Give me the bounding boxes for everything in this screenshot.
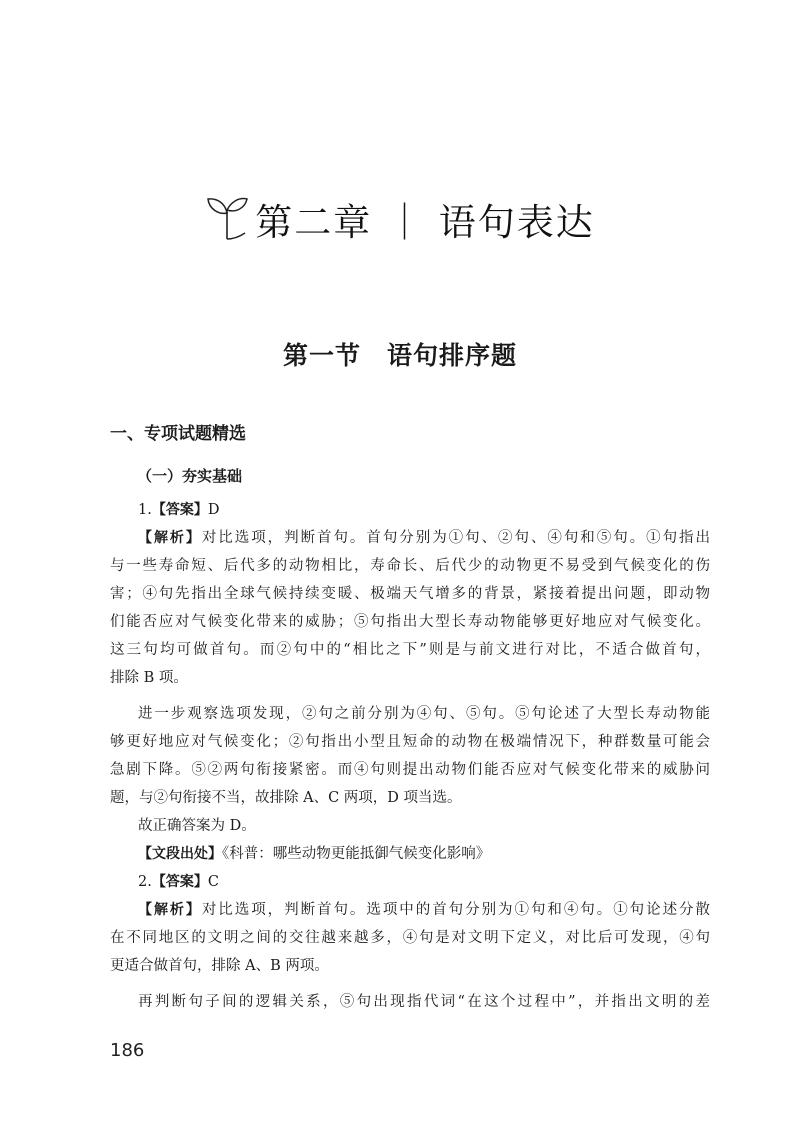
q1-analysis-line: 与一些寿命短、后代多的动物相比，寿命长、后代少的动物更不易受到气候变化的伤: [110, 558, 710, 574]
analysis-tag: 【解析】: [138, 530, 202, 546]
q1-para2-line: 急剧下降。⑤②两句衔接紧密。而④句则提出动物们能否应对气候变化带来的威胁问: [110, 762, 710, 778]
q1-conclusion: 故正确答案为 D。: [138, 818, 256, 834]
q1-analysis-line: 排除 B 项。: [110, 670, 188, 686]
q1-answer: 1.【答案】D: [138, 502, 220, 518]
q1-para2-line: 进一步观察选项发现，②句之前分别为④句、⑤句。⑤句论述了大型长寿动物能: [138, 706, 710, 722]
q1-analysis-line: 这三句均可做首句。而②句中的“相比之下”则是与前文进行对比，不适合做首句，: [110, 642, 710, 658]
body-text: [110, 496, 710, 1016]
source-tag: 【文段出处】: [138, 846, 222, 862]
answer-tag: 【答案】: [151, 502, 208, 518]
q2-para2-line: 再判断句子间的逻辑关系，⑤句出现指代词“在这个过程中”，并指出文明的差: [138, 994, 710, 1010]
answer-tag: 【答案】: [151, 874, 208, 890]
q1-para2-line: 题，与②句衔接不当，故排除 A、C 两项，D 项当选。: [110, 790, 462, 806]
q1-analysis-line: 【解析】对比选项，判断首句。首句分别为①句、②句、④句和⑤句。①句指出: [138, 530, 711, 546]
analysis-tag: 【解析】: [138, 902, 202, 918]
sprout-icon: [205, 193, 249, 241]
chapter-title: 第二章 ｜ 语句表达: [255, 201, 595, 244]
q2-analysis-line: 【解析】对比选项，判断首句。选项中的首句分别为①句和④句。①句论述分散: [138, 902, 711, 918]
heading-1: 一、专项试题精选: [110, 424, 246, 444]
heading-2: （一）夯实基础: [137, 467, 243, 485]
q2-analysis-line: 更适合做首句，排除 A、B 两项。: [110, 958, 329, 974]
q2-analysis-line: 在不同地区的文明之间的交往越来越多，④句是对文明下定义，对比后可发现，④句: [110, 930, 710, 946]
q2-answer: 2.【答案】C: [138, 874, 219, 890]
section-title: 第一节 语句排序题: [282, 341, 517, 370]
page-number: 186: [110, 1040, 145, 1061]
q1-analysis-line: 害；④句先指出全球气候持续变暖、极端天气增多的背景，紧接着提出问题，即动物: [110, 586, 710, 602]
chapter-header: [0, 192, 800, 246]
q1-analysis-line: 们能否应对气候变化带来的威胁；⑤句指出大型长寿动物能够更好地应对气候变化。: [110, 614, 710, 630]
q1-para2-line: 够更好地应对气候变化；②句指出小型且短命的动物在极端情况下，种群数量可能会: [110, 734, 710, 750]
q1-source: 【文段出处】《科普：哪些动物更能抵御气候变化影响》: [138, 846, 491, 862]
